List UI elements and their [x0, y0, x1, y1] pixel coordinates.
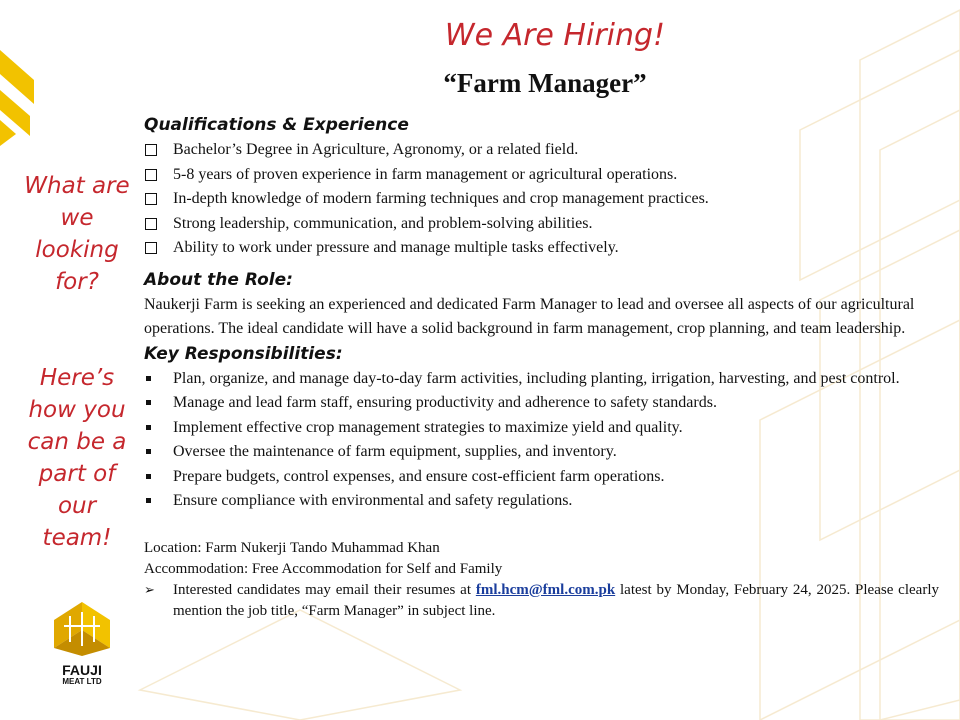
sidebar-prompt-top: What are we looking for?: [24, 173, 130, 295]
list-item: Plan, organize, and manage day-to-day farm activities, including planting, irrigation, harvesting, and pest control.: [144, 367, 944, 392]
logo-subtitle: MEAT LTD: [62, 677, 102, 686]
logo-name: FAUJI: [62, 662, 102, 678]
list-item: Bachelor’s Degree in Agriculture, Agronomy, or a related field.: [144, 138, 944, 163]
job-details: [144, 538, 944, 580]
responsibilities-heading: Key Responsibilities:: [144, 343, 343, 364]
apply-prefix: Interested candidates may email their resumes at: [173, 581, 476, 598]
accommodation-text: Accommodation: Free Accommodation for Self and Family: [144, 560, 503, 577]
qualifications-heading: Qualifications & Experience: [144, 115, 409, 135]
about-text: Naukerji Farm is seeking an experienced and dedicated Farm Manager to lead and oversee all aspects of our agricultural operations. The ideal candidate will have a solid background in farm management, crop planning, and team leadership.: [144, 295, 915, 337]
qualifications-list: [144, 138, 944, 261]
location-text: Location: Farm Nukerji Tando Muhammad Khan: [144, 539, 440, 556]
list-item: 5-8 years of proven experience in farm management or agricultural operations.: [144, 163, 944, 188]
gold-corner-decoration: [0, 50, 34, 160]
sidebar-prompt-bottom: Here’s how you can be a part of our team!: [27, 365, 127, 551]
fauji-logo-icon: [54, 602, 110, 656]
list-item: Prepare budgets, control expenses, and ensure cost-efficient farm operations.: [144, 465, 944, 490]
list-item: Ensure compliance with environmental and safety regulations.: [144, 489, 944, 514]
apply-suffix: latest by Monday, February 24, 2025. Please clearly mention the job title, “Farm Manager” in subject line.: [173, 581, 939, 619]
apply-item: [144, 580, 939, 622]
list-item: Manage and lead farm staff, ensuring productivity and adherence to safety standards.: [144, 391, 944, 416]
job-content: [144, 112, 944, 622]
hiring-title: We Are Hiring!: [444, 18, 666, 53]
job-title: “Farm Manager”: [443, 68, 647, 98]
email-link[interactable]: fml.hcm@fml.com.pk: [475, 581, 616, 598]
responsibilities-list: [144, 367, 944, 514]
list-item: Ability to work under pressure and manage multiple tasks effectively.: [144, 236, 944, 261]
list-item: Oversee the maintenance of farm equipment, supplies, and inventory.: [144, 440, 944, 465]
list-item: Implement effective crop management strategies to maximize yield and quality.: [144, 416, 944, 441]
about-heading: About the Role:: [144, 269, 293, 290]
company-logo: [52, 602, 112, 686]
apply-instructions: [144, 580, 944, 622]
list-item: Strong leadership, communication, and problem-solving abilities.: [144, 212, 944, 237]
list-item: In-depth knowledge of modern farming techniques and crop management practices.: [144, 187, 944, 212]
